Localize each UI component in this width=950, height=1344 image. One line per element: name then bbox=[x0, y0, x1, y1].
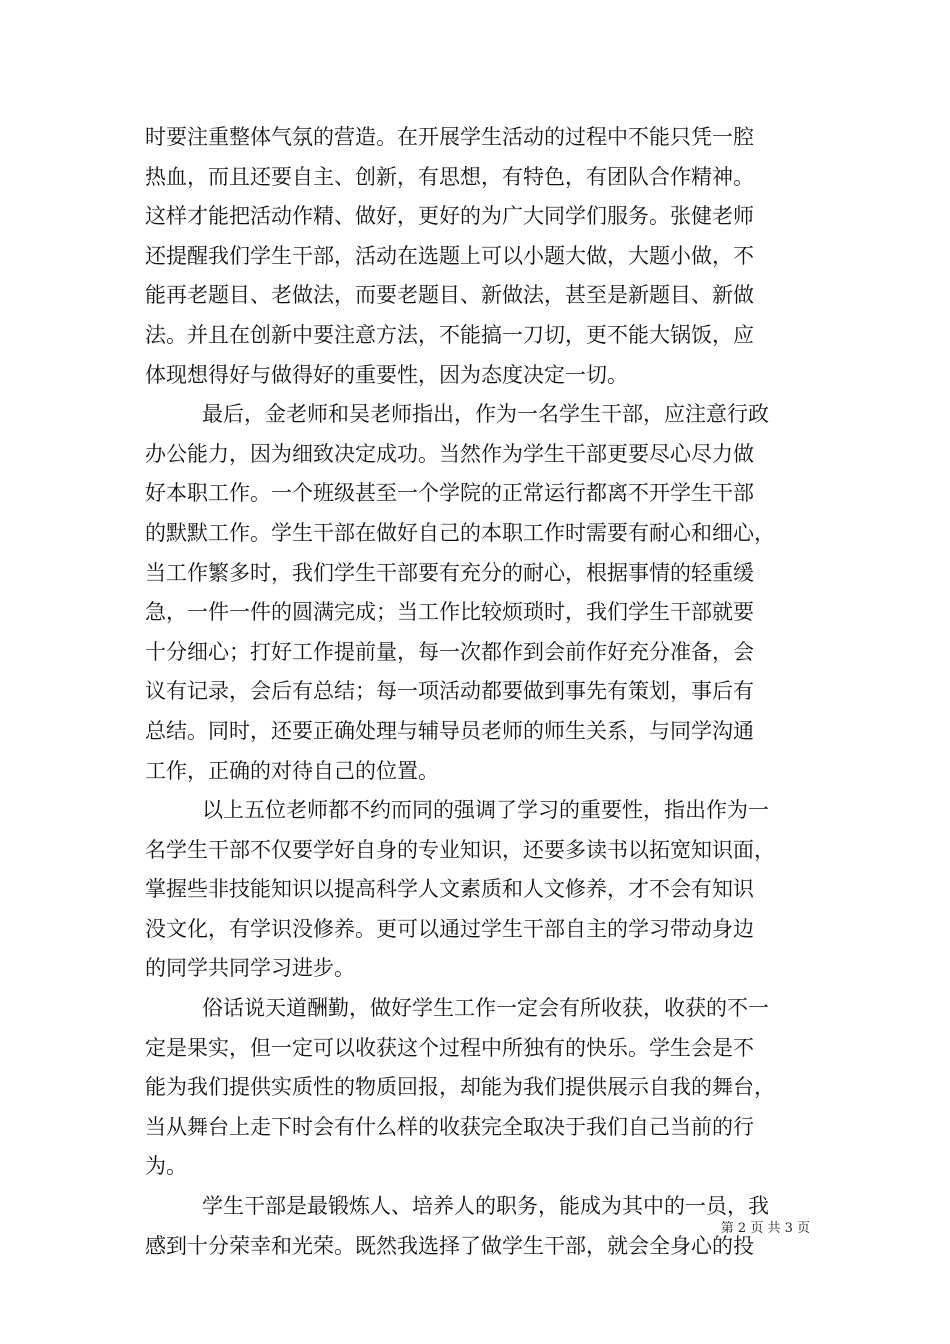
text-line: 还提醒我们学生干部，活动在选题上可以小题大做，大题小做，不 bbox=[145, 243, 754, 268]
text-line: 法。并且在创新中要注意方法，不能搞一刀切，更不能大锅饭，应 bbox=[145, 322, 754, 347]
text-line: 的同学共同学习进步。 bbox=[145, 956, 355, 981]
text-line: 能为我们提供实质性的物质回报，却能为我们提供展示自我的舞台， bbox=[145, 1075, 775, 1100]
text-line: 时要注重整体气氛的营造。在开展学生活动的过程中不能只凭一腔 bbox=[145, 125, 754, 149]
text-line: 定是果实，但一定可以收获这个过程中所独有的快乐。学生会是不 bbox=[145, 1035, 754, 1060]
text-line: 以上五位老师都不约而同的强调了学习的重要性，指出作为一 bbox=[202, 798, 769, 823]
text-line: 学生干部是最锻炼人、培养人的职务，能成为其中的一员，我 bbox=[202, 1194, 769, 1219]
text-line: 能再老题目、老做法，而要老题目、新做法，甚至是新题目、新做 bbox=[145, 283, 754, 308]
text-line: 体现想得好与做得好的重要性，因为态度决定一切。 bbox=[145, 362, 628, 387]
text-line: 好本职工作。一个班级甚至一个学院的正常运行都离不开学生干部 bbox=[145, 481, 754, 506]
text-line: 最后，金老师和吴老师指出，作为一名学生干部，应注意行政 bbox=[202, 402, 769, 427]
body-text bbox=[145, 118, 810, 1266]
text-line: 名学生干部不仅要学好自身的专业知识，还要多读书以拓宽知识面， bbox=[145, 837, 775, 862]
text-line: 总结。同时，还要正确处理与辅导员老师的师生关系，与同学沟通 bbox=[145, 718, 754, 743]
page-number-footer: 第 2 页 共 3 页 bbox=[720, 1221, 810, 1236]
text-line: 的默默工作。学生干部在做好自己的本职工作时需要有耐心和细心， bbox=[145, 520, 775, 545]
text-line: 工作，正确的对待自己的位置。 bbox=[145, 758, 439, 783]
text-line: 感到十分荣幸和光荣。既然我选择了做学生干部，就会全身心的投 bbox=[145, 1233, 754, 1258]
text-line: 当从舞台上走下时会有什么样的收获完全取决于我们自己当前的行 bbox=[145, 1114, 754, 1139]
text-line: 俗话说天道酬勤，做好学生工作一定会有所收获，收获的不一 bbox=[202, 996, 769, 1021]
text-line: 十分细心；打好工作提前量，每一次都作到会前作好充分准备，会 bbox=[145, 639, 754, 664]
text-line: 没文化，有学识没修养。更可以通过学生干部自主的学习带动身边 bbox=[145, 916, 754, 941]
text-line: 为。 bbox=[145, 1154, 187, 1179]
text-line: 这样才能把活动作精、做好，更好的为广大同学们服务。张健老师 bbox=[145, 204, 754, 229]
text-line: 议有记录，会后有总结；每一项活动都要做到事先有策划，事后有 bbox=[145, 679, 754, 704]
text-line: 急，一件一件的圆满完成；当工作比较烦琐时，我们学生干部就要 bbox=[145, 600, 754, 625]
text-line: 热血，而且还要自主、创新，有思想，有特色，有团队合作精神。 bbox=[145, 164, 754, 189]
text-line: 办公能力，因为细致决定成功。当然作为学生干部更要尽心尽力做 bbox=[145, 441, 754, 466]
text-line: 当工作繁多时，我们学生干部要有充分的耐心，根据事情的轻重缓 bbox=[145, 560, 754, 585]
text-line: 掌握些非技能知识以提高科学人文素质和人文修养，才不会有知识 bbox=[145, 877, 754, 902]
